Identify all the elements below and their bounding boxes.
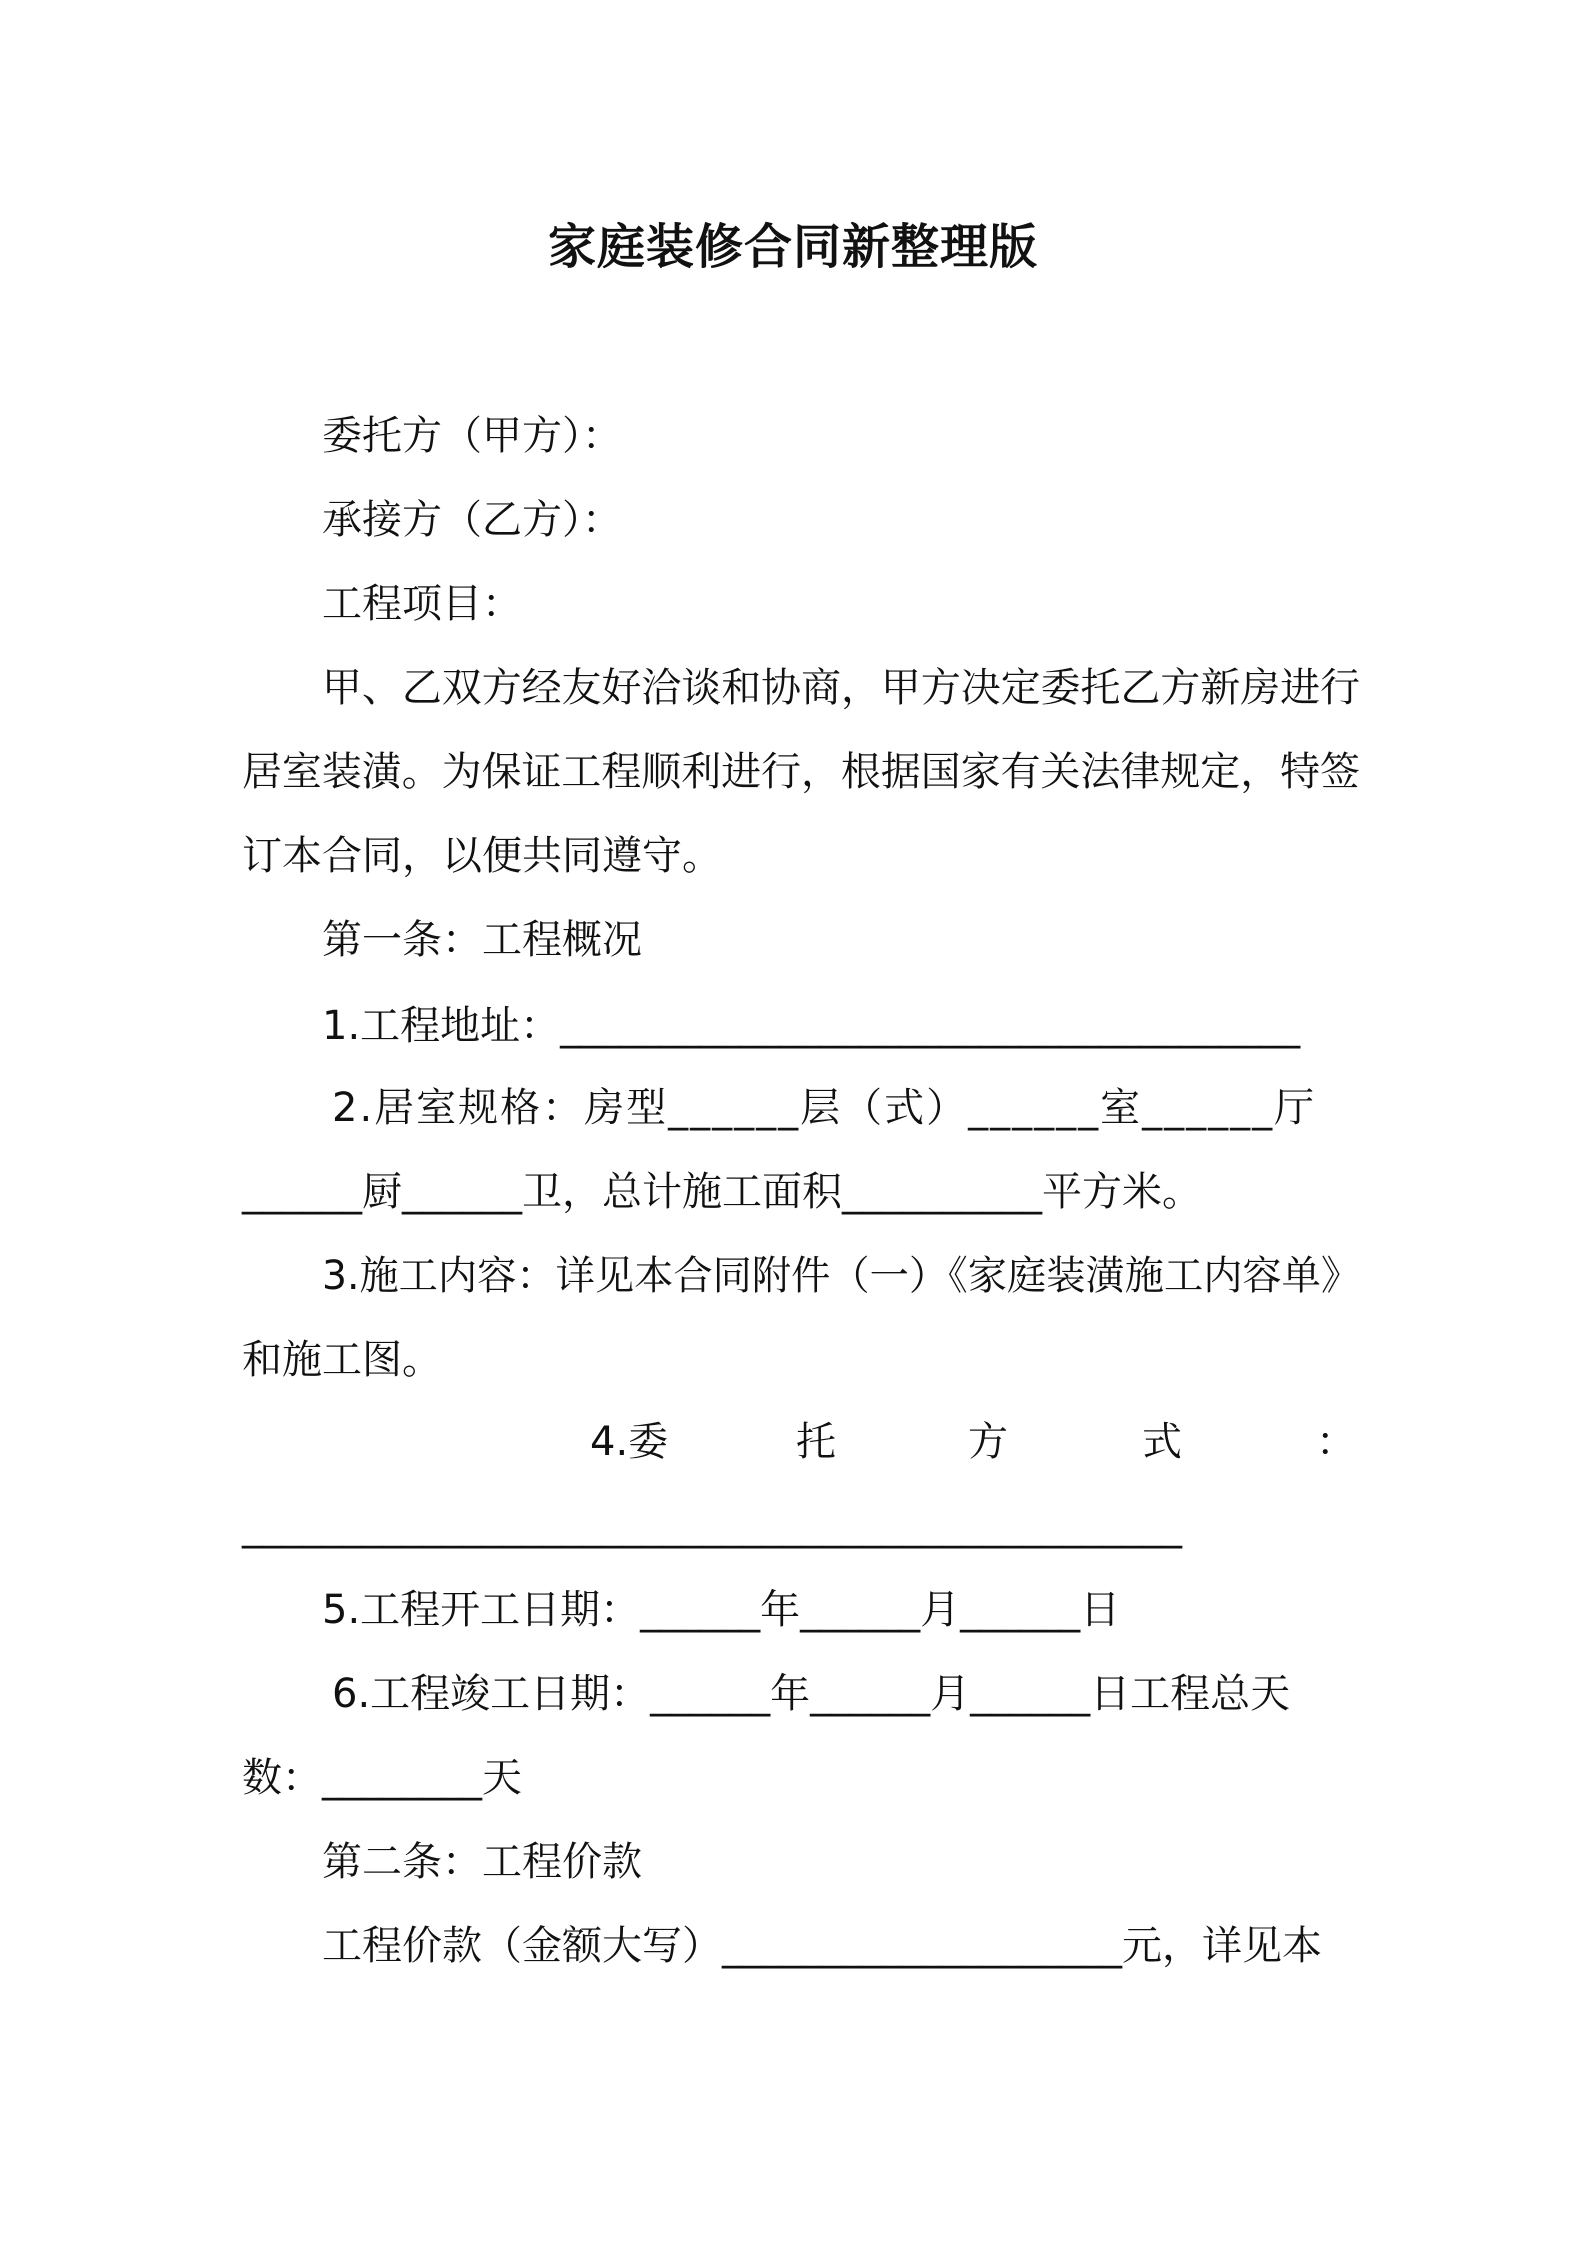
price-line: 工程价款（金额大写）____________________元，详见本: [322, 1923, 1322, 1969]
item-4-word-2: 托: [796, 1419, 836, 1465]
document-title: 家庭装修合同新整理版: [547, 219, 1038, 275]
item-3-content-line-2: 和施工图。: [242, 1337, 442, 1383]
item-2-room-spec-line-2: ______厨______卫，总计施工面积__________平方米。: [242, 1169, 1202, 1215]
item-4-word-4: 式: [1142, 1419, 1182, 1465]
intro-paragraph-line-3: 订本合同，以便共同遵守。: [242, 833, 722, 879]
project-line: 工程项目：: [322, 581, 522, 627]
item-4-word-3: 方: [968, 1419, 1008, 1465]
item-3-content-line-1: 3.施工内容：详见本合同附件（一）《家庭装潢施工内容单》: [322, 1253, 1361, 1299]
item-4-blank-line: _______________________________________________: [242, 1503, 1182, 1549]
party-b-line: 承接方（乙方）：: [322, 497, 622, 543]
article-1-heading: 第一条：工程概况: [322, 917, 642, 963]
party-a-line: 委托方（甲方）：: [322, 413, 622, 459]
item-5-start-date: 5.工程开工日期：______年______月______日: [322, 1587, 1121, 1633]
item-1-address: 1.工程地址：_____________________________________: [322, 1003, 1301, 1049]
item-6-end-date-line-1: 6.工程竣工日期：______年______月______日工程总天: [332, 1671, 1291, 1717]
article-2-heading: 第二条：工程价款: [322, 1839, 642, 1885]
item-2-room-spec-line-1: 2.居室规格：房型______层（式）______室______厅: [332, 1085, 1317, 1131]
item-4-word-5: ：: [1316, 1419, 1356, 1465]
intro-paragraph-line-2: 居室装潢。为保证工程顺利进行，根据国家有关法律规定，特签: [242, 749, 1360, 795]
intro-paragraph-line-1: 甲、乙双方经友好洽谈和协商，甲方决定委托乙方新房进行: [322, 665, 1361, 711]
item-6-end-date-line-2: 数：________天: [242, 1755, 522, 1801]
item-4-word-1: 4.委: [590, 1419, 669, 1465]
